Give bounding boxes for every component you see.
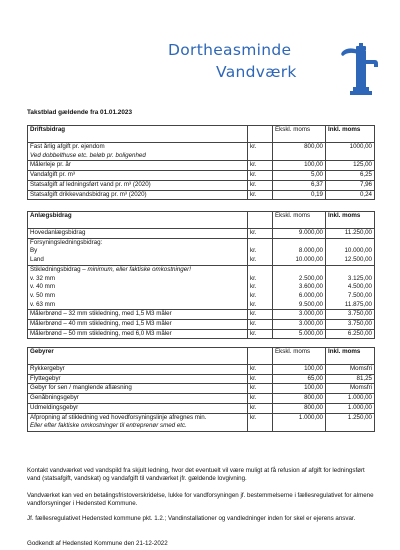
row-label: Målerbrønd – 40 mm stikledning, med 1,5 M3 måler [28,320,248,330]
row-unit: kr. [248,143,273,161]
row-inkl: 4.500,00 [347,283,372,291]
row-unit: kr. [248,394,273,404]
row-ex: 800,00 [273,403,326,413]
row-unit: kr. [248,329,273,339]
section-title: Anlægsbidrag [28,212,248,229]
row-label: Vandafgift pr. m³ [28,171,248,181]
col-header-inkl: Inkl. moms [326,212,375,229]
row-label: Flyttegebyr [28,374,248,384]
row-label: Hovedanlægsbidrag [28,229,248,239]
row-ex: 2.500,00 [298,274,323,282]
row-ex: 9.000,00 [273,229,326,239]
row-ex: 800,00 [273,143,326,161]
table-row [28,171,375,181]
row-inkl: 1.000,00 [326,403,375,413]
row-unit: kr. [250,300,257,308]
row-inkl: 3.750,00 [326,310,375,320]
row-label-note: minimum, eller faktiske omkostninger! [87,265,191,273]
paragraph-ansvar: Jf. fællesregulativet Hedensted kommune pkt. 1.2.; Vandinstallationer og vandledninger inden for skel er ejerens ansvar. [27,515,356,522]
row-inkl: 1.000,00 [326,394,375,404]
row-unit: kr. [248,320,273,330]
row-inkl: 3.750,00 [326,320,375,330]
table-row [28,384,375,394]
row-label-note: Ved dobbelthuse etc. beløb pr. boligenhed [30,151,146,159]
row-ex: 8.000,00 [298,247,323,255]
row-ex: 1.000,00 [273,413,326,431]
row-ex: 5.000,00 [273,329,326,339]
row-inkl: Momsfri [326,384,375,394]
row-ex: 9.500,00 [298,300,323,308]
row-unit: kr. [248,384,273,394]
header-blank [248,348,273,365]
section-title: Gebyrer [28,348,248,365]
logo [168,40,383,106]
row-unit: kr. [248,310,273,320]
col-header-ex: Ekskl. moms [273,126,326,143]
logo-name-line1: Dortheasminde [168,41,292,59]
driftsbidrag-table [27,125,375,200]
table-row [28,238,375,265]
col-header-ex: Ekskl. moms [273,212,326,229]
water-pump-icon [338,40,382,106]
row-label: Forsyningsledningsbidrag: [30,238,103,246]
row-label: Land [30,256,44,264]
row-ex: 6.000,00 [298,291,323,299]
col-header-inkl: Inkl. moms [326,348,375,365]
anlaegsbidrag-table [27,211,375,339]
table-header-row [28,126,375,143]
paragraph-lukning: Vandværket kan ved en betalingsfristoverskridelse, lukke for vandforsyningen jf. bestemmelserne i fællesregulativet for almene vandforsyninger i Hedensted Kommune. [27,492,374,508]
row-label: Fast årlig afgift pr. ejendom [30,143,105,150]
row-label-note: Eller efter faktiske omkostninger til entreprenør smed etc. [30,422,187,430]
row-unit: kr. [250,256,257,264]
row-label: Genåbningsgebyr [28,394,248,404]
row-unit: kr. [250,247,257,255]
header-blank [248,212,273,229]
table-row [28,143,375,161]
row-label: Rykkergebyr [28,365,248,375]
paragraph-godkendt: Godkendt af Hedensted Kommune den 21-12-2022 [27,540,168,547]
row-label: Statsafgift af ledningsført vand pr. m³ (2020) [28,180,248,190]
table-row [28,374,375,384]
row-label: Målerbrønd – 50 mm stikledning, med 6,0 M3 måler [28,329,248,339]
row-unit: kr. [248,403,273,413]
table-row [28,265,375,310]
table-row [28,180,375,190]
table-row [28,365,375,375]
row-unit: kr. [248,180,273,190]
row-ex: 3.000,00 [273,320,326,330]
row-ex: 100,00 [273,161,326,171]
row-label: By [30,247,38,255]
row-inkl: 1000,00 [326,143,375,161]
row-inkl: 6.250,00 [326,329,375,339]
header-blank [248,126,273,143]
row-ex: 800,00 [273,394,326,404]
row-inkl: 6,25 [326,171,375,181]
row-unit: kr. [250,274,257,282]
table-row [28,229,375,239]
table-row [28,310,375,320]
row-inkl: 125,00 [326,161,375,171]
row-label: Målerleje pr. år [28,161,248,171]
row-unit: kr. [250,291,257,299]
row-ex: 10.000,00 [295,256,323,264]
row-ex: 6,37 [273,180,326,190]
row-inkl: 10.000,00 [344,247,372,255]
col-header-ex: Ekskl. moms [273,348,326,365]
row-unit: kr. [250,283,257,291]
row-unit: kr. [248,190,273,200]
row-label: v. 50 mm [30,291,55,299]
row-label: Stikledningsbidrag – minimum, eller faktiske omkostninger! [30,265,191,273]
row-ex: 3.600,00 [298,283,323,291]
table-row [28,329,375,339]
row-inkl: 12.500,00 [344,256,372,264]
row-inkl: 0,24 [326,190,375,200]
row-label: Afpropning af stikledning ved hovedforsyningslinje afregnes min. [30,413,207,421]
row-ex: 100,00 [273,384,326,394]
row-ex: 3.000,00 [273,310,326,320]
row-inkl: 7,96 [326,180,375,190]
row-label: Udmeldingsgebyr [28,403,248,413]
table-header-row [28,348,375,365]
row-unit: kr. [248,365,273,375]
logo-name-line2: Vandværk [216,63,297,81]
page-title: Takstblad gældende fra 01.01.2023 [27,109,133,116]
row-unit: kr. [248,229,273,239]
row-unit: kr. [248,413,273,431]
table-row [28,161,375,171]
gebyrer-table [27,347,375,432]
row-label: v. 40 mm [30,283,55,291]
row-inkl: 1.250,00 [326,413,375,431]
col-header-inkl: Inkl. moms [326,126,375,143]
row-label: v. 63 mm [30,300,55,308]
row-label: Gebyr for sen / manglende aflæsning [28,384,248,394]
row-inkl: 81,25 [326,374,375,384]
table-row [28,320,375,330]
paragraph-refusion: Kontakt vandværket ved vandspild fra skjult ledning, hvor det eventuelt vil være muligt at få refusion af afgift for ledningsført vand (statsafgift, vandskat) og vandafgift til vandværket jfr. gældende lovgivning. [27,467,365,483]
table-row [28,394,375,404]
row-inkl: 3.125,00 [347,274,372,282]
row-ex: 65,00 [273,374,326,384]
row-label: v. 32 mm [30,274,55,282]
table-row [28,190,375,200]
row-label: Målerbrønd – 32 mm stikledning, med 1,5 M3 måler [28,310,248,320]
row-label: Statsafgift drikkevandsbidrag pr. m³ (2020) [28,190,248,200]
table-row [28,403,375,413]
row-inkl: 7.500,00 [347,291,372,299]
row-inkl: 11.250,00 [326,229,375,239]
row-inkl: Momsfri [326,365,375,375]
row-ex: 5,00 [273,171,326,181]
row-unit: kr. [248,374,273,384]
row-unit: kr. [248,161,273,171]
row-ex: 100,00 [273,365,326,375]
table-row [28,413,375,431]
row-inkl: 11.875,00 [344,300,372,308]
table-header-row [28,212,375,229]
section-title: Driftsbidrag [28,126,248,143]
row-unit: kr. [248,171,273,181]
row-ex: 0,19 [273,190,326,200]
